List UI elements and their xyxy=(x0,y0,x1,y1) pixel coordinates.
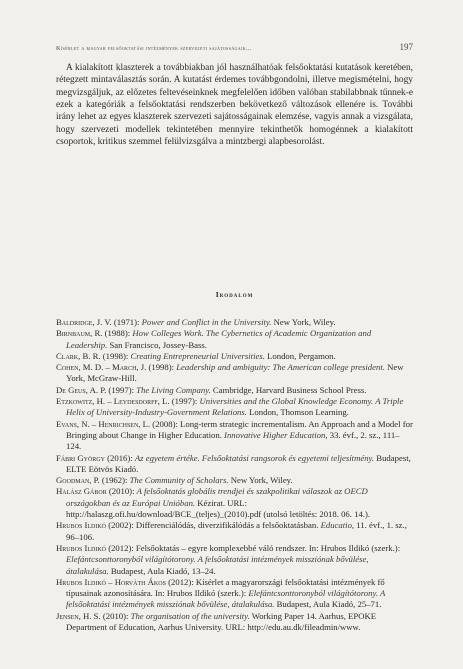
reference-details: (2012): Kísérlet a magyarországi felsőoktatási intézmények fő típusainak azonosítására. In: Hrubos Ildikó (szerk.): xyxy=(66,576,385,599)
reference-details: (2016): xyxy=(104,452,135,463)
reference-details: (1997): xyxy=(106,384,137,395)
reference-author: Halász Gábor xyxy=(56,486,107,497)
reference-details: (1988): xyxy=(102,328,133,339)
reference-publisher: Kézirat. URL: http://halaszg.ofi.hu/download/BCE_(teljes)_(2010).pdf (utolsó letöltés: 2018. 06. 14.). xyxy=(66,497,371,520)
reference-title: The Living Company. xyxy=(136,384,211,395)
running-header xyxy=(56,42,413,52)
reference-publisher: Cambridge, Harvard Business School Press. xyxy=(210,384,367,395)
reference-title: How Colleges Work. The Cybernetics of Academic Organization and Leadership. xyxy=(66,328,372,350)
reference-publisher: San Francisco, Jossey-Bass. xyxy=(107,339,207,350)
reference-title: Power and Conflict in the University. xyxy=(141,317,272,327)
reference-item xyxy=(56,419,413,453)
reference-title: Innovative Higher Education, xyxy=(224,429,328,440)
reference-details: (1997): xyxy=(169,396,200,407)
reference-author: Hrubos Ildikó xyxy=(56,520,107,531)
reference-details: (2008): Long-term strategic incrementalism. An Approach and a Model for Bringing about Change in Higher Education. xyxy=(66,418,413,440)
reference-details: (1998): xyxy=(100,350,131,361)
reference-item xyxy=(56,328,413,351)
reference-title: Universities and the Global Knowledge Economy. A Triple Helix of University-Industry-Government Relations. xyxy=(66,396,404,418)
reference-author: Cohen, M. D. – March, J. xyxy=(56,362,147,373)
running-title: Kísérlet a magyar felsőoktatási intézmények szervezeti sajátosságaik... xyxy=(56,45,252,52)
reference-title: Creating Entrepreneurial Universities. xyxy=(130,350,265,361)
reference-item xyxy=(56,520,413,543)
reference-author: Etzkowitz, H. – Leydesdorff, L. xyxy=(56,396,170,407)
reference-author: Evans, N. – Henrichsen, L. xyxy=(56,418,151,429)
reference-publisher: New York, Wiley. xyxy=(228,475,293,486)
page-number: 197 xyxy=(399,42,413,52)
reference-details: (2010): xyxy=(100,610,131,621)
reference-publisher: London, Thomson Learning. xyxy=(246,407,349,418)
reference-details: (1998): xyxy=(146,362,177,373)
reference-details: (2010): xyxy=(106,486,137,497)
reference-item xyxy=(56,475,413,486)
reference-details: (2012): Felsőoktatás – egyre komplexebbé váló rendszer. In: Hrubos Ildikó (szerk.): xyxy=(106,542,401,553)
reference-item xyxy=(56,486,413,520)
reference-publisher: 11. évf., 1. sz., 96–106. xyxy=(66,520,407,542)
reference-title: Elefántcsonttoronyból világítótorony. A felsőoktatási intézmények missziónak bővülése, átalakulása. xyxy=(66,588,386,610)
reference-details: (1962): xyxy=(99,475,130,486)
reference-title: The organisation of the university. xyxy=(130,610,250,621)
reference-author: Hrubos Ildikó – Horváth Ákos xyxy=(56,576,166,587)
reference-item xyxy=(56,317,413,328)
reference-item xyxy=(56,351,413,362)
reference-publisher: Budapest, Aula Kiadó, 13–24. xyxy=(108,565,216,576)
reference-author: Goodman, P. xyxy=(56,475,100,486)
reference-author: Fábri György xyxy=(56,452,105,463)
reference-item xyxy=(56,385,413,396)
reference-author: Jensen, H. S. xyxy=(56,610,101,621)
concluding-paragraph: A kialakított klaszterek a továbbiakban jól használhatóak felsőoktatási kutatások keretében, rétegzett mintaválasztás során. A kutatást érdemes továbbgondolni, illetve megismételni, hogy megvizsgáljuk, az előzetes feltevéseinknek megfelelően időben valóban stabilabbnak tűnnek-e ezek a kategóriák a felsőoktatási rendszerben bekövetkező változások ellenére is. További irány lehet az egyes klaszterek szervezeti sajátosságainak elemzése, vagyis annak a vizsgálata, hogy szervezeti modellek tekintetében mennyire tekinthetők homogénnek a kialakított csoportok, kritikus szemmel felülvizsgálva a mintzbergi alapbesorolást. xyxy=(56,63,413,148)
reference-publisher: Budapest, ELTE Eötvös Kiadó. xyxy=(66,452,411,474)
reference-publisher: 33. évf., 2. sz., 111–124. xyxy=(66,429,400,452)
reference-publisher: London, Pergamon. xyxy=(264,350,336,361)
references-heading: Irodalom xyxy=(215,290,254,299)
reference-item xyxy=(56,453,413,476)
reference-item xyxy=(56,543,413,577)
reference-title: A felsőoktatás globális trendjei és szakpolitikai válaszok az OECD országokban és az Európai Unióban. xyxy=(66,486,368,508)
reference-publisher: New York, McGraw-Hill. xyxy=(66,362,404,384)
reference-author: Hrubos Ildikó xyxy=(56,542,107,553)
reference-publisher: Working Paper 14. Aarhus, EPOKE Department of Education, Aarhus University. URL: http://edu.au.dk/fileadmin/www. xyxy=(66,610,377,633)
reference-author: Baldridge, J. V. xyxy=(56,317,112,327)
reference-title: Elefántcsonttoronyból világítótorony. A felsőoktatási intézmények missziónak bővülése, átalakulása. xyxy=(66,554,369,576)
reference-item xyxy=(56,577,413,611)
reference-author: De Geus, A. P. xyxy=(56,384,107,395)
reference-author: Clark, B. R. xyxy=(56,350,101,361)
reference-publisher: New York, Wiley. xyxy=(271,317,336,327)
reference-details: (1971): xyxy=(111,317,142,327)
reference-title: Leadership and ambiguity: The American college president. xyxy=(176,362,385,373)
reference-title: The Community of Scholars. xyxy=(129,475,229,486)
reference-title: Az egyetem értéke. Felsőoktatási rangsorok és egyetemi teljesítmény. xyxy=(134,452,375,463)
reference-title: Educatio, xyxy=(320,520,355,531)
reference-item xyxy=(56,396,413,419)
reference-details: (2002): Differenciálódás, diverzifikálódás a felsőoktatásban. xyxy=(106,520,321,531)
reference-item xyxy=(56,362,413,385)
reference-publisher: Budapest, Aula Kiadó, 25–71. xyxy=(274,599,382,610)
reference-author: Birnbaum, R. xyxy=(56,328,103,339)
reference-list xyxy=(56,317,413,633)
reference-item xyxy=(56,611,413,634)
